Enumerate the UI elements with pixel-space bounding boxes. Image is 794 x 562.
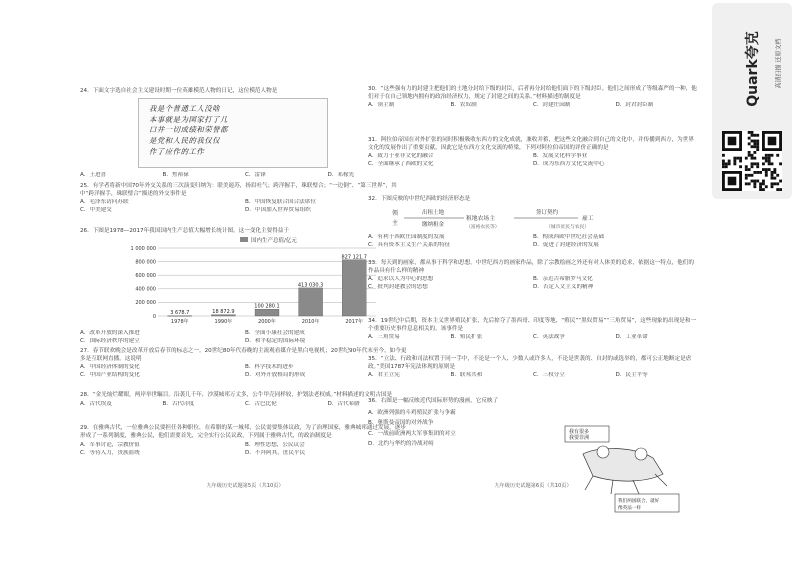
- diagram-lord-2: 主: [392, 220, 399, 227]
- option-a[interactable]: A．改革开放的深入推进: [80, 330, 140, 336]
- feudal-relation-diagram: [386, 206, 626, 232]
- qr-module: [753, 157, 756, 160]
- option-b[interactable]: B．联邦共和: [450, 372, 483, 379]
- option-d[interactable]: D．民主平等: [615, 372, 648, 379]
- handwriting-line: 我是个普通工人没啥: [149, 104, 221, 113]
- option-a[interactable]: A．君主立宪: [368, 372, 400, 379]
- question-30: [368, 86, 698, 110]
- qr-module: [733, 162, 736, 165]
- qr-module: [771, 177, 774, 180]
- question-26: [80, 228, 410, 236]
- qr-module: [753, 151, 756, 154]
- option-a[interactable]: A．毛泽东访问苏联: [80, 199, 129, 206]
- option-b[interactable]: B．亲近古希腊罗马文化: [533, 276, 593, 283]
- bubble-text: 我要非洲: [569, 435, 590, 441]
- qr-module: [776, 182, 779, 185]
- option-d[interactable]: D．和平稳定的国际环境: [245, 337, 306, 344]
- qr-module: [751, 154, 754, 157]
- option-d[interactable]: D．工业革命: [615, 334, 648, 341]
- legend-swatch: [240, 237, 248, 242]
- question-stem: 29．在雅典古代，一位雅典公民要担任各种职位，在希腊的某一城邦，公民需要集体议政，为了治理国家，雅典城邦通过发展，逐步形成了一系列制度，雅典公民，他们需要首先，完全实行公民议政，下列属于雅典古代，的政治制度是: [80, 425, 406, 439]
- qr-module: [773, 171, 776, 174]
- figure-head-icon: [635, 448, 647, 460]
- handwriting-line: 本事就是为国家打了几: [149, 114, 228, 124]
- question-25: [80, 183, 410, 214]
- qr-module: [768, 154, 771, 157]
- question-stem: 31．阿拉伯帝国在对外扩张的同时积极吸收东西方的文化成就，兼收并蓄，把这些文化融合到自己的文化中，并传播到西方，为世界文化的发展作出了重要贡献，因此它是东西方文化交流的桥梁，下列对阿拉伯帝国的评价正确的是: [368, 137, 694, 151]
- diagram-laborer-note: （城市贫民与农民）: [546, 225, 590, 230]
- qr-module: [773, 177, 776, 180]
- data-label: 413 030.3: [297, 282, 324, 289]
- option-b[interactable]: B．中国恢复联合国合法席位: [245, 199, 316, 206]
- qr-module: [739, 165, 742, 168]
- qr-module: [753, 171, 756, 174]
- qr-module: [756, 165, 759, 168]
- qr-module: [773, 168, 776, 171]
- option-b[interactable]: B．全面小康社会的建成: [245, 330, 305, 336]
- page-footer: 九年级历史试题第5页（共10页）: [206, 482, 284, 489]
- qr-module: [748, 174, 751, 177]
- qr-module: [759, 188, 762, 191]
- option-a[interactable]: A．古代埃及: [80, 400, 112, 407]
- qr-module: [762, 188, 765, 191]
- qr-module: [748, 168, 751, 171]
- question-stem: 25．有学者将新中国70年外交关系的三次演变归纳为：联美遏苏，扬眉吐气；跨洋握手，珠联璧合；“一边倒”、“第三世界”，其中“跨洋握手，珠联璧合”描述的外交事件是: [80, 183, 397, 197]
- qr-module: [759, 185, 762, 188]
- option-c[interactable]: C．国际经济秩序的建立: [80, 337, 140, 344]
- qr-module: [762, 162, 765, 165]
- qr-module: [756, 171, 759, 174]
- page-footer: 九年级历史试题第6页（共10页）: [494, 482, 572, 489]
- option-d[interactable]: D．否定人文主义的精神: [533, 283, 594, 290]
- qr-module: [739, 157, 742, 160]
- option-c[interactable]: C．一战前欧洲两大军事集团的对立: [368, 430, 456, 437]
- question-stem: 24．下面文字选自社会主义建设时期一位英雄模范人物的日记，这位模范人物是: [80, 88, 278, 94]
- qr-module: [748, 154, 751, 157]
- qr-module: [745, 174, 748, 177]
- option-a[interactable]: A．王进喜: [80, 172, 107, 178]
- diagram-rent-out: 出租土地: [422, 210, 445, 216]
- qr-module: [765, 154, 768, 157]
- question-stem: 33．每天到的画家，都从事于科学和思想。中世纪西方的画家作品，除了宗教绘画之外还有对人体美的追求，依据这一特点，他们的作品具有什么样的精神: [368, 260, 694, 274]
- question-stem: 32．下图反映的中世纪西欧的经济形态是: [368, 196, 471, 202]
- option-d[interactable]: D．邓稼先: [327, 172, 355, 178]
- option-c[interactable]: C．古巴比伦: [245, 400, 277, 407]
- qr-module: [756, 148, 759, 151]
- y-tick-label: 0: [152, 313, 156, 320]
- qr-module: [725, 165, 728, 168]
- option-b[interactable]: B．殖民扩张: [450, 334, 483, 341]
- qr-module: [771, 174, 774, 177]
- qr-module: [745, 157, 748, 160]
- qr-module: [751, 131, 754, 134]
- option-a[interactable]: A．军事讨论，宗教价值: [80, 442, 140, 449]
- y-tick-label: 400 000: [135, 286, 156, 293]
- cartoon-figures: [583, 448, 663, 481]
- political-cartoon: [563, 424, 683, 514]
- qr-module: [768, 162, 771, 165]
- x-tick-label: 2010年: [301, 319, 320, 325]
- diagram-contract: 签订契约: [536, 210, 559, 216]
- qr-module: [751, 145, 754, 148]
- question-stem: 28．“金光灿烂耀眼，两岸举世瞩目。沿袭几千年，沙漠城邦万丈多，公牛甲壳同样较，护划法老权威。”材料描述的文明古国是: [80, 392, 393, 398]
- option-b[interactable]: B．理性思想，公民议会: [245, 442, 305, 449]
- qr-module: [728, 137, 737, 146]
- y-tick-label: 1 000 000: [130, 245, 156, 252]
- qr-module: [751, 162, 754, 165]
- qr-module: [756, 140, 759, 143]
- qr-module: [733, 157, 736, 160]
- qr-module: [722, 165, 725, 168]
- qr-module: [736, 157, 739, 160]
- option-d[interactable]: D．中国加入世界贸易组织: [245, 206, 311, 213]
- option-d[interactable]: D．对外开放格局的形成: [245, 371, 306, 378]
- qr-module: [728, 177, 737, 186]
- qr-module: [748, 142, 751, 145]
- diagram-tenant-note: （富裕农民等）: [466, 225, 500, 230]
- qr-module: [756, 145, 759, 148]
- option-c[interactable]: C．中美建交: [80, 206, 112, 213]
- y-tick-label: 200 000: [135, 300, 156, 307]
- option-b[interactable]: B．发展文化科学事业: [533, 153, 588, 160]
- qr-module: [753, 142, 756, 145]
- option-c[interactable]: C．雷锋: [245, 172, 266, 178]
- qr-module: [751, 134, 754, 137]
- y-tick-label: 600 000: [135, 273, 156, 279]
- question-24: [80, 88, 410, 96]
- question-32-options: [368, 234, 698, 249]
- qr-module: [762, 157, 765, 160]
- bar-2017年: [342, 260, 366, 316]
- y-tick-label: 800 000: [135, 259, 156, 266]
- data-label: 3 678.7: [170, 310, 190, 317]
- question-27: [80, 348, 410, 379]
- qr-module: [768, 168, 771, 171]
- qr-module: [771, 154, 774, 157]
- qr-module: [751, 140, 754, 143]
- qr-module: [762, 182, 765, 185]
- qr-module: [751, 157, 754, 160]
- qr-module: [776, 154, 779, 157]
- bar-2000年: [255, 309, 279, 316]
- qr-module: [756, 180, 759, 183]
- qr-module: [753, 140, 756, 143]
- option-a[interactable]: A．中国经济体制的变化: [80, 364, 140, 371]
- diagram-lord-1: 领: [392, 210, 399, 217]
- diagram-laborer: 雇工: [582, 216, 594, 222]
- brand-text: Quark夸克: [745, 31, 761, 107]
- quark-logo: [732, 9, 772, 119]
- qr-module: [768, 157, 771, 160]
- qr-module: [779, 188, 782, 191]
- qr-module: [765, 168, 768, 171]
- qr-module: [765, 174, 768, 177]
- qr-module: [753, 182, 756, 185]
- bar-2010年: [299, 288, 323, 316]
- qr-module: [753, 180, 756, 183]
- option-c[interactable]: C．全面继承了西欧的文化: [368, 160, 434, 167]
- question-24-options: [80, 172, 410, 180]
- option-b[interactable]: B．古代印度: [162, 400, 195, 407]
- option-b[interactable]: B．奥斯曼帝国的对外战争: [368, 420, 434, 427]
- chart-title: 国内生产总值/亿元: [251, 238, 297, 244]
- qr-module: [779, 162, 782, 165]
- question-stem: 35．“立法、行政和司法权置于同一手中，不论是一个人、少数人或许多人，不论是世袭的、自封的或选举的，都可公正地断定是虐政。”美国1787年宪法体现的原则是: [368, 356, 692, 370]
- question-32: [368, 196, 698, 204]
- option-b[interactable]: B．构成西欧中世纪社会基础: [533, 234, 604, 240]
- qr-module: [748, 182, 751, 185]
- x-tick-label: 1978年: [170, 319, 189, 325]
- option-b[interactable]: B．焦裕禄: [162, 172, 189, 178]
- qr-module: [733, 160, 736, 163]
- qr-module: [765, 160, 768, 163]
- option-a[interactable]: A．欧洲列强的斗鸡殖民扩张与争霸: [368, 409, 456, 416]
- question-stem: 27．春节联欢晚会是改革开放后春节的标志之一。20世纪80年代春晚的主流观看媒介是黑白电视机；20世纪90年代末至今，如今更多是互联网直播。这说明: [80, 348, 407, 362]
- qr-module: [745, 177, 748, 180]
- data-label: 100 280.1: [254, 303, 280, 310]
- option-d[interactable]: D．北约与华约的冷战对峙: [368, 441, 434, 448]
- qr-module: [768, 137, 777, 146]
- option-c[interactable]: C．中国产业结构的变化: [80, 371, 140, 378]
- qr-module: [771, 182, 774, 185]
- qr-code-icon[interactable]: [722, 131, 782, 191]
- option-a[interactable]: A．追求以人为中心的思想: [368, 276, 434, 283]
- question-stem: 36．右图是一幅反映近代国际形势的漫画，它反映了: [368, 398, 499, 404]
- qr-module: [759, 182, 762, 185]
- figure-head-icon: [597, 446, 609, 458]
- qr-module: [756, 134, 759, 137]
- qr-module: [751, 180, 754, 183]
- question-28: [80, 392, 410, 408]
- qr-module: [771, 185, 774, 188]
- diagram-tenant: 租地农场主: [466, 216, 495, 222]
- gdp-bar-chart: [110, 236, 380, 328]
- bubble-text: 我们两国联合，就好: [618, 499, 660, 504]
- bubble-text: 我有很多: [569, 429, 590, 435]
- option-c[interactable]: C．英法战争: [533, 334, 565, 341]
- question-stem: 34．19世纪中后期，资本主义世界殖民扩张，先后掠夺了墨西哥、印度等地，“殖民”“黑奴贸易”“三角贸易”，这些现象的出现是和一个重要历史事件息息相关的，该事件是: [368, 318, 697, 332]
- qr-module: [728, 160, 731, 163]
- option-d[interactable]: D．成为东西方文化交流中心: [533, 160, 605, 167]
- option-c[interactable]: C．等待入力，贵族血统: [80, 449, 140, 456]
- qr-module: [753, 145, 756, 148]
- qr-module: [773, 182, 776, 185]
- option-b[interactable]: B．科学技术的进步: [245, 364, 294, 371]
- qr-module: [759, 171, 762, 174]
- option-c[interactable]: C．三权分立: [533, 372, 565, 379]
- qr-module: [745, 182, 748, 185]
- qr-module: [748, 131, 751, 134]
- data-label: 18 872.9: [212, 309, 235, 316]
- option-a[interactable]: A．有利于西欧庄园制度的发展: [368, 234, 445, 240]
- qr-module: [762, 168, 765, 171]
- question-33: [368, 260, 698, 291]
- question-stem: 30．“这些强有力的封建主把他们的土地分封给下级的封臣，后者再分封给他们面下的下级封臣。他们之间形成了等级森严的一种，他们对于在自己领地内拥有的政治经济权力，规定了封建之间的关系。”材料描述的制度是: [368, 86, 697, 100]
- qr-module: [776, 188, 779, 191]
- qr-module: [768, 160, 771, 163]
- qr-module: [762, 180, 765, 183]
- handwritten-diary-image: [138, 98, 328, 168]
- qr-module: [745, 168, 748, 171]
- option-c[interactable]: C．批判封建教会的思想: [368, 283, 428, 290]
- qr-module: [776, 174, 779, 177]
- qr-module: [765, 171, 768, 174]
- qr-module: [771, 162, 774, 165]
- qr-module: [753, 162, 756, 165]
- qr-module: [756, 142, 759, 145]
- question-34: [368, 318, 698, 342]
- option-d[interactable]: D．封君封臣制: [615, 102, 654, 109]
- right-page: [368, 0, 698, 562]
- diagram-pay-rent: 缴纳租金: [422, 222, 445, 228]
- quark-watermark-panel: [712, 3, 792, 199]
- question-26-options: [80, 330, 410, 345]
- question-stem: 26．下图是1978—2017年我国国内生产总值大幅增长统计图。这一变化主要得益于: [80, 228, 289, 234]
- x-tick-label: 2017年: [345, 319, 364, 325]
- qr-module: [748, 151, 751, 154]
- tagline: [770, 9, 786, 119]
- option-d[interactable]: D．古代希腊: [327, 400, 360, 407]
- qr-module: [722, 162, 725, 165]
- question-31: [368, 137, 698, 168]
- qr-module: [751, 174, 754, 177]
- option-d[interactable]: D．不拜阿其，庶民平民: [245, 449, 306, 456]
- qr-module: [756, 162, 759, 165]
- qr-module: [745, 165, 748, 168]
- handwriting-line: 口井一切成绩和荣誉都: [149, 125, 228, 135]
- question-36: [368, 398, 553, 449]
- option-c[interactable]: C．具有资本主义生产关系的特征: [368, 241, 451, 248]
- qr-module: [748, 137, 751, 140]
- question-29: [80, 425, 410, 457]
- qr-module: [751, 165, 754, 168]
- qr-module: [765, 157, 768, 160]
- qr-module: [753, 134, 756, 137]
- bubble-text: 像英法一样: [618, 506, 641, 511]
- option-a[interactable]: A．领主制: [368, 102, 395, 109]
- qr-module: [771, 171, 774, 174]
- data-label: 827 121.7: [341, 254, 367, 261]
- left-page: [80, 0, 410, 562]
- qr-module: [725, 162, 728, 165]
- option-b[interactable]: B．农奴制: [450, 102, 477, 109]
- option-c[interactable]: C．封建庄园制: [533, 102, 571, 109]
- option-d[interactable]: D．促进了封建经济的发展: [533, 241, 599, 248]
- qr-module: [753, 185, 756, 188]
- option-a[interactable]: A．三角贸易: [368, 334, 400, 341]
- qr-module: [779, 180, 782, 183]
- qr-module: [765, 185, 768, 188]
- tagline-text: 高清扫描 还原文档: [775, 38, 783, 89]
- qr-module: [722, 160, 725, 163]
- handwriting-line: 是党和人民的我仅仅: [149, 136, 221, 146]
- qr-module: [728, 162, 731, 165]
- handwriting-line: 作了应作的工作: [149, 146, 205, 156]
- x-tick-label: 1990年: [214, 319, 233, 325]
- option-a[interactable]: A．致力于亚非文化的融合: [368, 153, 434, 160]
- question-35: [368, 356, 698, 380]
- x-tick-label: 2000年: [258, 319, 276, 325]
- qr-module: [722, 154, 725, 157]
- qr-module: [739, 160, 742, 163]
